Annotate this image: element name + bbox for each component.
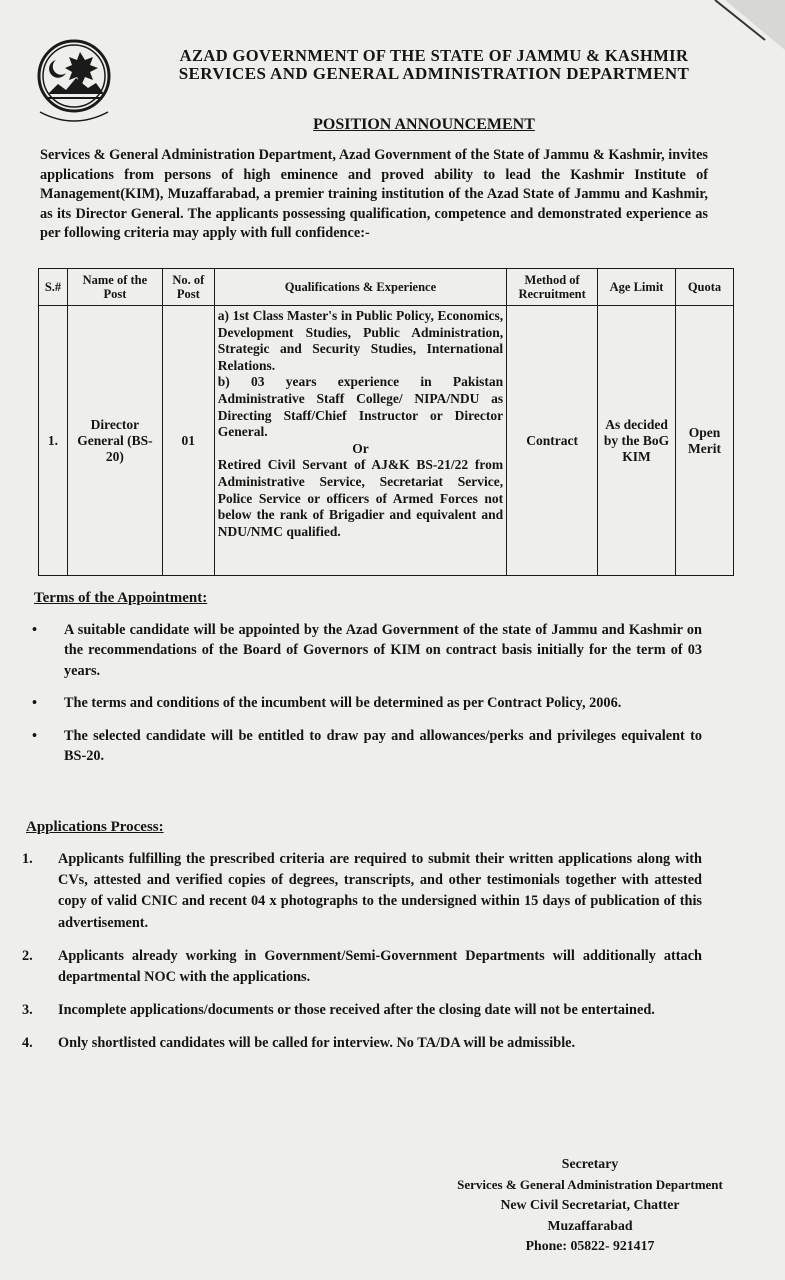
process-title: Applications Process:: [26, 819, 164, 835]
positions-table: [38, 268, 734, 576]
item-number: 1.: [22, 851, 33, 867]
item-number: 2.: [22, 947, 33, 964]
item-number: 4.: [22, 1035, 33, 1052]
bullet-icon: •: [32, 622, 38, 638]
table-row: [39, 306, 734, 576]
list-item: [32, 620, 702, 681]
list-item: [22, 1000, 702, 1021]
table-header-row: [39, 269, 734, 306]
cell-quota: Open Merit: [676, 306, 734, 576]
term-text: A suitable candidate will be appointed by the Azad Government of the state of Jammu and Kashmir on the recommendations of the Board of Governors of KIM on contract basis initially for the term of 03 years.: [64, 622, 702, 679]
cell-post-name: Director General (BS-20): [67, 306, 162, 576]
signatory-title: Secretary: [561, 1156, 619, 1171]
org-name-line1: AZAD GOVERNMENT OF THE STATE OF JAMMU & KASHMIR: [179, 46, 689, 65]
signatory-phone: Phone: 05822- 921417: [525, 1238, 655, 1254]
signature-block: [440, 1154, 740, 1257]
col-header-age-limit: Age Limit: [598, 269, 676, 306]
list-item: [22, 1033, 702, 1054]
cell-qualifications: [214, 306, 506, 576]
terms-title: Terms of the Appointment:: [34, 590, 208, 606]
bullet-icon: •: [32, 695, 38, 712]
list-item: [32, 726, 702, 767]
col-header-sno: S.#: [39, 269, 68, 306]
announcement-title: POSITION ANNOUNCEMENT: [313, 116, 535, 133]
cell-no-of-post: 01: [162, 306, 214, 576]
signatory-dept: Services & General Administration Department: [457, 1176, 723, 1192]
term-text: The terms and conditions of the incumbent will be determined as per Contract Policy, 2006.: [64, 695, 622, 712]
col-header-post-name: Name of the Post: [67, 269, 162, 306]
col-header-method: Method of Recruitment: [507, 269, 598, 306]
org-name-line2: SERVICES AND GENERAL ADMINISTRATION DEPARTMENT: [178, 64, 690, 83]
col-header-qualifications: Qualifications & Experience: [214, 269, 506, 306]
bullet-icon: •: [32, 727, 38, 744]
qualification-or: Or: [352, 440, 369, 456]
list-item: [32, 693, 702, 713]
signatory-address2: Muzaffarabad: [547, 1217, 633, 1233]
col-header-quota: Quota: [676, 269, 734, 306]
cell-method: Contract: [507, 306, 598, 576]
cell-age-limit: As decided by the BoG KIM: [598, 306, 676, 576]
terms-list: [32, 620, 702, 778]
intro-paragraph: Services & General Administration Department, Azad Government of the State of Jammu & Kashmir, invites applications from persons of high eminence and proved ability to lead the Kashmir Institute of Management(KIM), Muzaffarabad, a premier training institution of the Azad State of Jammu and Kashmir, as its Director General. The applicants possessing qualification, competence and demonstrated experience as per following criteria may apply with full confidence:-: [40, 147, 708, 242]
col-header-no-of-post: No. of Post: [162, 269, 214, 306]
process-text: Applicants fulfilling the prescribed criteria are required to submit their written applications along with CVs, attested and verified copies of degrees, transcripts, and other testimonials together with attested copy of valid CNIC and recent 04 x photographs to the undersigned within 15 days of publication of this advertisement.: [58, 851, 702, 931]
qualification-b: b) 03 years experience in Pakistan Administrative Staff College/ NIPA/NDU as Directing Staff/Chief Instructor or Director General.: [217, 374, 504, 440]
item-number: 3.: [22, 1002, 33, 1019]
list-item: [22, 849, 702, 934]
process-list: [22, 849, 702, 1067]
cell-sno: 1.: [39, 306, 68, 576]
process-text: Only shortlisted candidates will be called for interview. No TA/DA will be admissible.: [58, 1035, 576, 1052]
qualification-a: a) 1st Class Master's in Public Policy, Economics, Development Studies, Public Administration, Strategic and Security Studies, International Relations.: [217, 308, 504, 373]
process-text: Applicants already working in Government/Semi-Government Departments will additionally attach departmental NOC with the applications.: [58, 947, 702, 986]
process-text: Incomplete applications/documents or those received after the closing date will not be entertained.: [58, 1002, 655, 1019]
term-text: The selected candidate will be entitled to draw pay and allowances/perks and privileges equivalent to BS-20.: [64, 727, 702, 765]
list-item: [22, 946, 702, 988]
qualification-c: Retired Civil Servant of AJ&K BS-21/22 from Administrative Service, Secretariat Service, Police Service or officers of Armed Forces not below the rank of Brigadier and equivalent and NDU/NMC qualified.: [217, 457, 504, 539]
signatory-address1: New Civil Secretariat, Chatter: [500, 1197, 680, 1213]
